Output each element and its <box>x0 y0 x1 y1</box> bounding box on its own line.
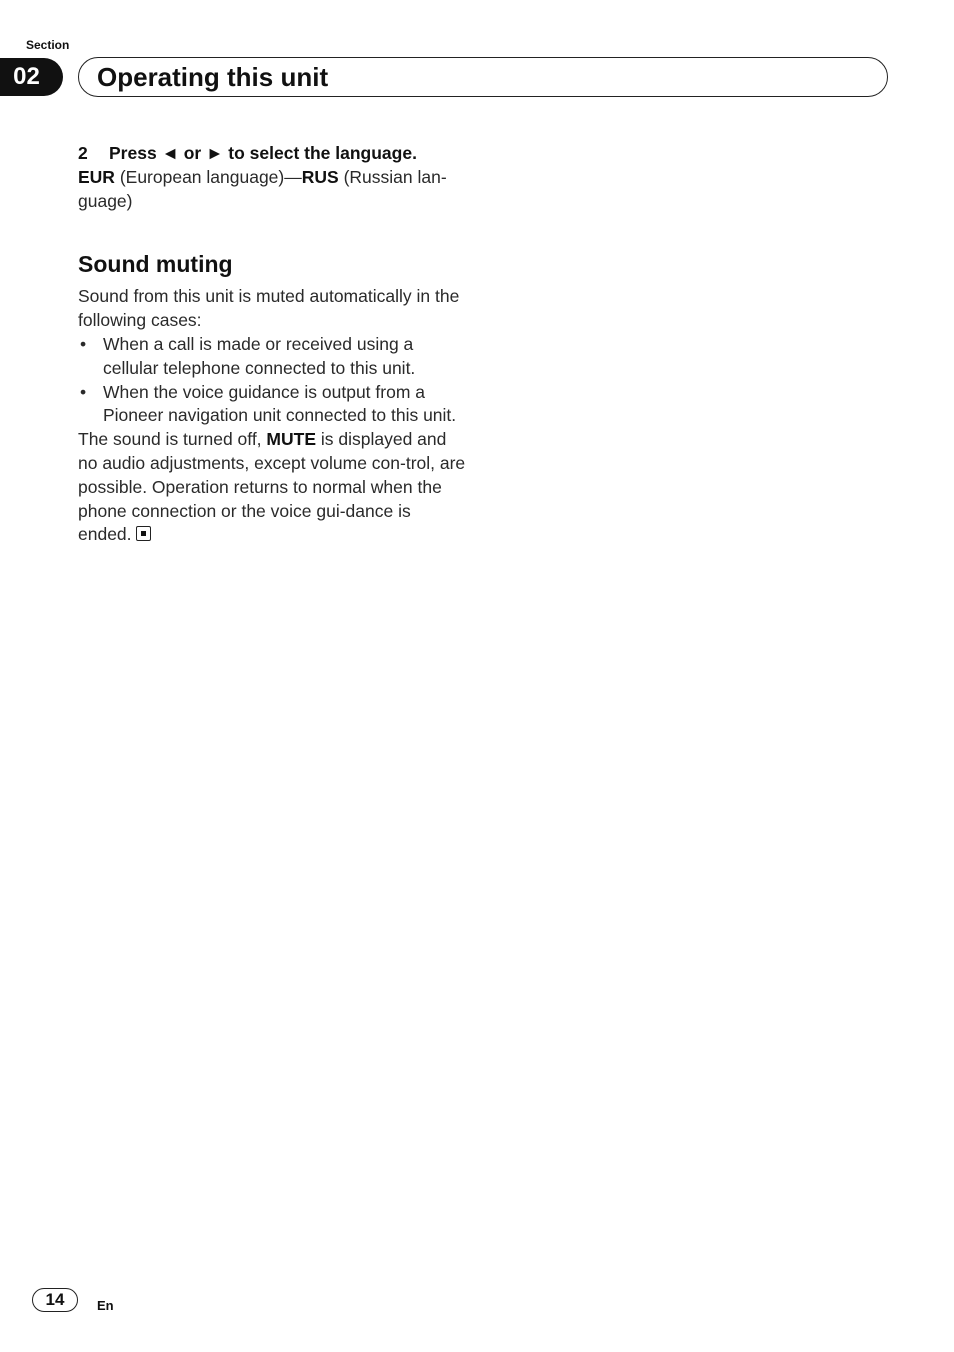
eur-label: EUR <box>78 166 115 187</box>
rus-description: (Russian lan-guage) <box>78 166 447 211</box>
step-number: 2 <box>78 143 88 163</box>
language-code: En <box>97 1298 114 1313</box>
mute-text-after: is displayed and no audio adjustments, except volume con-trol, are possible. Operation returns to normal when the phone connection or the voice gui-dance is ended. <box>78 429 466 545</box>
sound-muting-intro: Sound from this unit is muted automatically in the following cases: <box>78 286 460 331</box>
mute-paragraph <box>78 428 466 547</box>
content-column <box>78 142 466 547</box>
list-item: • When a call is made or received using a cellular telephone connected to this unit. <box>78 333 466 381</box>
title-box <box>78 57 888 97</box>
rus-label: RUS <box>301 166 339 187</box>
list-item: • When the voice guidance is output from a Pioneer navigation unit connected to this unit. <box>78 381 466 429</box>
section-number-badge: 02 <box>0 58 63 96</box>
muting-cases-list <box>78 333 466 428</box>
stop-icon <box>136 526 151 541</box>
section-label: Section <box>26 38 70 52</box>
sound-muting-heading: Sound muting <box>78 251 233 278</box>
mute-text-before: The sound is turned off, <box>78 429 267 450</box>
eur-description: (European language)— <box>114 166 302 187</box>
language-options <box>78 166 466 214</box>
page-title: Operating this unit <box>97 61 329 92</box>
step-instruction <box>78 142 466 166</box>
mute-label: MUTE <box>266 429 316 450</box>
page-number-badge: 14 <box>32 1288 78 1312</box>
step-text: Press ◄ or ► to select the language. <box>109 143 417 163</box>
